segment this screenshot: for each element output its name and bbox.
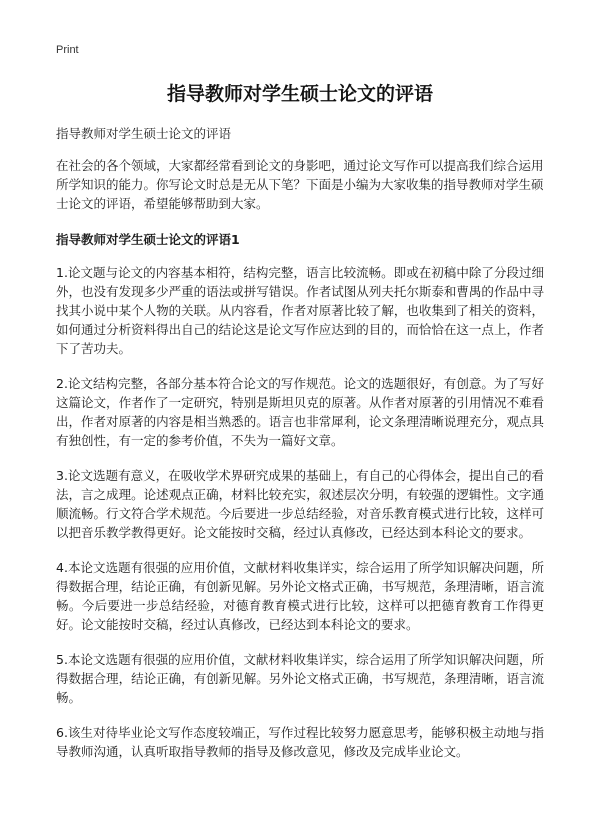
comment-paragraph-5: 5.本论文选题有很强的应用价值，文献材料收集详实，综合运用了所学知识解决问题，所得数据合理，结论正确，有创新见解。另外论文格式正确，书写规范，条理清晰，语言流畅。 (56, 652, 544, 705)
comment-paragraph-2: 2.论文结构完整，各部分基本符合论文的写作规范。论文的选题很好，有创意。为了写好这篇论文，作者作了一定研究，特别是斯坦贝克的原著。从作者对原著的引用情况不难看出，作者对原著的内容是相当熟悉的。语言也非常犀利，论文条理清晰说理充分，观点具有独创性，有一定的参考价值，不失为一篇好文章。 (56, 376, 544, 448)
comment-paragraph-6: 6.该生对待毕业论文写作态度较端正，写作过程比较努力愿意思考，能够积极主动地与指导教师沟通，认真听取指导教师的指导及修改意见，修改及完成毕业论文。 (56, 725, 544, 759)
comment-paragraph-4: 4.本论文选题有很强的应用价值，文献材料收集详实，综合运用了所学知识解决问题，所得数据合理，结论正确，有创新见解。另外论文格式正确，书写规范，条理清晰，语言流畅。今后要进一步总结经验，对德育教育模式进行比较，这样可以把德育教育工作得更好。论文能按时交稿，经过认真修改，已经达到本科论文的要求。 (56, 560, 544, 632)
comment-paragraph-3: 3.论文选题有意义，在吸收学术界研究成果的基础上，有自己的心得体会，提出自己的看法，言之成理。论述观点正确，材料比较充实，叙述层次分明，有较强的逻辑性。文字通顺流畅。行文符合学术规范。今后要进一步总结经验，对音乐教育模式进行比较，这样可以把音乐教学教得更好。论文能按时交稿，经过认真修改，已经达到本科论文的要求。 (56, 468, 544, 540)
intro-paragraph: 在社会的各个领域，大家都经常看到论文的身影吧，通过论文写作可以提高我们综合运用所学知识的能力。你写论文时总是无从下笔？下面是小编为大家收集的指导教师对学生硕士论文的评语，希望能够帮助到大家。 (56, 158, 544, 211)
document-subtitle: 指导教师对学生硕士论文的评语 (56, 126, 232, 141)
section-heading: 指导教师对学生硕士论文的评语1 (56, 232, 240, 247)
comment-paragraph-1: 1.论文题与论文的内容基本相符，结构完整，语言比较流畅。即或在初稿中除了分段过细外，也没有发现多少严重的语法或拼写错误。作者试图从列夫托尔斯泰和曹禺的作品中寻找其小说中某个人物的关联。从内容看，作者对原著比较了解，也收集到了相关的资料，如何通过分析资料得出自己的结论这是论文写作应达到的目的，而恰恰在这一点上，作者下了苦功夫。 (56, 265, 544, 356)
print-label: Print (56, 44, 79, 56)
document-title: 指导教师对学生硕士论文的评语 (166, 83, 433, 105)
